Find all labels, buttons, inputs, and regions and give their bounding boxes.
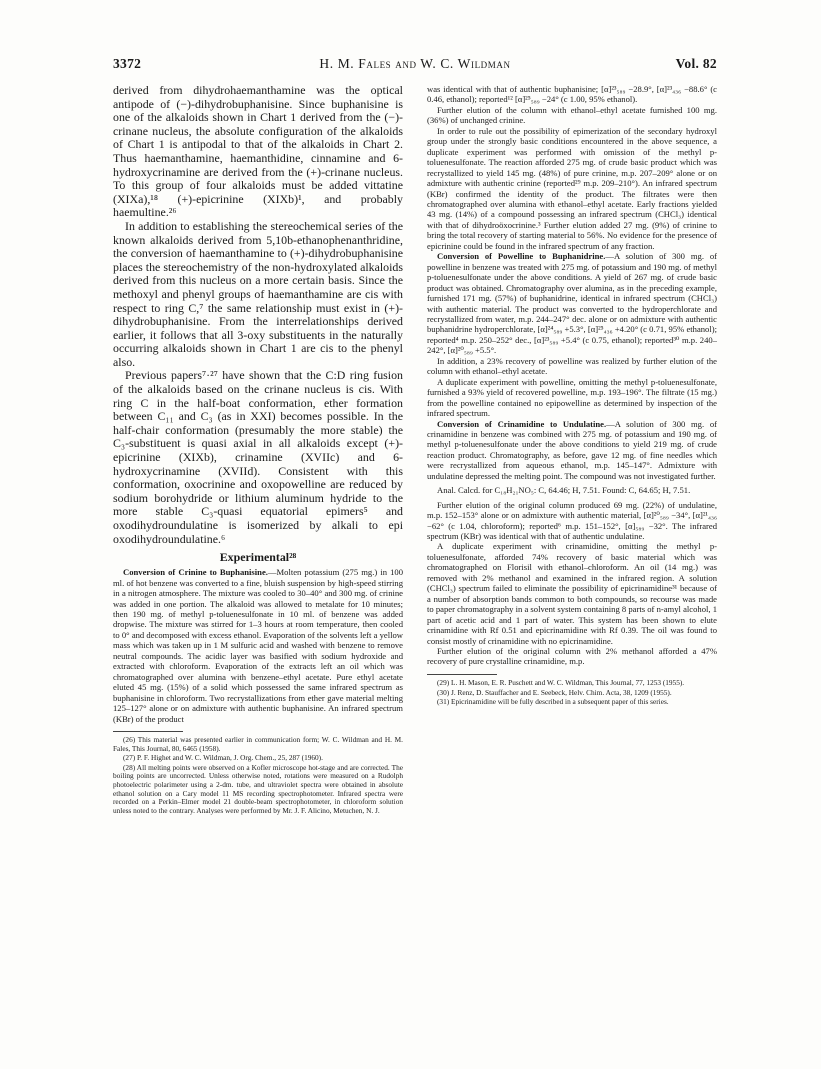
paragraph: In addition, a 23% recovery of powelline was realized by further elution of the column with ethanol–ethyl acetate.	[427, 355, 717, 377]
discussion-text	[113, 84, 403, 546]
paragraph: In order to rule out the possibility of epimerization of the secondary hydroxyl group under the strongly basic conditions encountered in the above sequence, a duplicate experiment was performed with omission of the methyl p-toluenesulfonate. The reaction afforded 275 mg. of crude basic product which was recrystallized to yield 145 mg. (48%) of pure crinine, m.p. 207–209° alone or on admixture with authentic crinine (reported²⁹ m.p. 209–210°). An infrared spectrum (KBr) confirmed the identity of the product. The filtrates were then chromatographed over alumina with ethanol–ethyl acetate. Early fractions yielded 43 mg. (14%) of a compound possessing an infrared spectrum (CHCl₃) identical with that of dihydroöxocrinine.³ Further elution added 27 mg. (9%) of crinine to bring the total recovery of starting material to 56%. No evidence for the presence of epicrinine could be found in the infrared spectrum of any fraction.	[427, 125, 717, 251]
paragraph: was identical with that of authentic buphanisine; [α]²³₅₈₉ −28.9°, [α]²³₄₃₆ −88.6° (c 0.46, ethanol); reported¹² [α]²⁵₅₈₉ −24° (c 1.00, 95% ethanol).	[427, 84, 717, 105]
left-column	[113, 84, 403, 984]
paragraph-text: —Molten potassium (275 mg.) in 100 ml. of hot benzene was converted to a fine, bluish suspension by high-speed stirring in a nitrogen atmosphere. The mixture was cooled to 30–40° and 300 mg. of crinine was added in one portion. The alkaloid was allowed to metalate for 10 minutes; then 190 mg. of methyl p-toluenesulfonate in 10 ml. of benzene was added dropwise. The mixture was stirred for 1–3 hours at room temperature, then cooled to 0° and decomposed with excess ethanol. Evaporation of the solvents left a yellow mass which was taken up in 1 M sulfuric acid and washed with benzene to remove neutral compounds. The acidic layer was basified with sodium hydroxide and extracted with chloroform. Evaporation of the extracts left an oil which was chromatographed over alumina with benzene–ethyl acetate. Pure ethyl acetate eluted 45 mg. (15%) of a solid which possessed the same infrared spectrum as buphanisine in chloroform. Two recrystallizations from ether gave material melting 125–127° alone or on admixture with authentic buphanisine. An infrared spectrum (KBr) of the product	[113, 567, 403, 724]
analysis-line: Anal. Calcd. for C₁₈H₂₁NO₅: C, 64.46; H, 7.51. Found: C, 64.65; H, 7.51.	[437, 485, 691, 496]
paragraph: Further elution of the column with ethanol–ethyl acetate furnished 100 mg. (36%) of unchanged crinine.	[427, 104, 717, 126]
paragraph: A duplicate experiment with crinamidine, omitting the methyl p-toluenesulfonate, afforded 74% recovery of basic material which was chromatographed on Florisil with ethanol–chloroform. An oil (14 mg.) was removed with 2% methanol and examined in the infrared region. A solution (CHCl₃) spectrum failed to eliminate the possibility of epicrinamidine³¹ because of a number of absorption bands common to both compounds, so recourse was made to paper chromatography in a solvent system containing 8 parts of n-amyl alcohol, 1 part of acetic acid and 1 part of water. This system has been shown to elute crinamidine with Rf 0.51 and epicrinamidine with Rf 0.39. The oil was found to consist mostly of crinamidine with no epicrinamidine.	[427, 541, 717, 646]
footnote: (31) Epicrinamidine will be fully described in a subsequent paper of this series.	[437, 697, 669, 707]
footnote-rule	[113, 731, 183, 732]
subsection-heading: Conversion of Crinamidine to Undulatine.	[437, 418, 607, 429]
section-title: Experimental²⁸	[219, 550, 297, 565]
footnotes	[427, 679, 717, 707]
footnote: (29) L. H. Mason, E. R. Puschett and W. C. Wildman, This Journal, 77, 1253 (1955).	[437, 677, 685, 687]
running-title: H. M. Fales and W. C. Wildman	[319, 56, 511, 71]
paragraph: A duplicate experiment with powelline, omitting the methyl p-toluenesulfonate, furnished a 93% yield of recovered powelline, m.p. 193–196°. The filtrate (15 mg.) from the powelline contained no epipowelline as determined by inspection of the infrared spectrum.	[427, 376, 717, 419]
paragraph: Previous papers⁷·²⁷ have shown that the C:D ring fusion of the alkaloids based on the crinane nucleus is cis. With ring C in the half-boat conformation, ether formation between C₁₁ and C₃ (as in XXI) becomes possible. In the half-chair conformation (presumably the more stable) the C₃-substituent is quasi axial in all alkaloids except (+)-epicrinine (XIXb), crinamine (XVIIc) and 6-hydroxycrinamine (XVIId). Consistent with this conformation, oxocrinine and oxopowelline are reduced by sodium borohydride or lithium aluminum hydride to the more stable C₃-quasi equatorial epimers⁵ and oxodihydroundulatine is isomerized by alkali to epi oxodihydroundulatine.⁶	[113, 368, 403, 546]
page-header	[113, 56, 717, 76]
paragraph: In addition to establishing the stereochemical series of the known alkaloids derived from 5,10b-ethanophenanthridine, the conversion of haemanthamine to (+)-dihydrobuphanisine places the stereochemistry of the non-hydroxylated alkaloids derived from this nucleus on a more certain basis. Since the methoxyl and phenyl groups of haemanthamine are cis with respect to ring C,⁷ the same relationship must exist in (+)-dihydrobuphanisine. From the interrelationships derived earlier, it follows that all 3-oxy substituents in the naturally occurring alkaloids shown in Chart 1 are cis to the phenyl also.	[113, 218, 403, 369]
subsection-heading: Conversion of Crinine to Buphanisine.	[123, 567, 268, 578]
paragraph	[113, 567, 403, 724]
paragraph	[427, 251, 717, 356]
paragraph: derived from dihydrohaemanthamine was the optical antipode of (−)-dihydrobuphanisine. Since buphanisine is one of the alkaloids shown in Chart 1 derived from the (−)-crinane nucleus, the absolute configuration of the alkaloids of Chart 1 is antipodal to that of the alkaloids in Chart 2. Thus haemanthamine, haemanthidine, cinnamine and 6-hydroxycrinamine are derived from the (+)-crinane nucleus. To this group of four alkaloids must be added vittatine (XIXa),¹⁸ (+)-epicrinine (XIXb)¹, and probably haemultine.²⁶	[113, 84, 403, 220]
paragraph: Further elution of the original column with 2% methanol afforded a 47% recovery of pure crystalline crinamidine, m.p.	[427, 646, 717, 667]
volume-label: Vol. 82	[675, 56, 717, 71]
experimental-text-continued	[427, 84, 717, 667]
footnote-rule	[427, 674, 497, 675]
footnote: (30) J. Renz, D. Stauffacher and E. Seebeck, Helv. Chim. Acta, 38, 1209 (1955).	[437, 687, 672, 697]
paragraph-text: —A solution of 300 mg. of powelline in benzene was treated with 275 mg. of potassium and 190 mg. of methyl p-toluenesulfonate under the above conditions. A yield of 267 mg. of crude basic product was obtained. Chromatography over alumina, as in the preceding example, furnished 171 mg. (57%) of buphanidrine, identical in infrared spectrum (CHCl₃) with authentic material. The product was converted to the hydroperchlorate and recrystallized from water, m.p. 244–247° dec. alone or on admixture with authentic buphanidrine hydroperchlorate, [α]²⁴₅₈₉ +5.3°, [α]²⁵₄₃₆ +4.20° (c 0.71, 95% ethanol); reported⁴ m.p. 250–252° dec., [α]²³₅₈₉ +5.4° (c 0.75, ethanol); reported³⁰ m.p. 240–242°, [α]²⁰₅₈₉ +5.5°.	[427, 251, 717, 356]
footnotes	[113, 736, 403, 815]
paragraph: Further elution of the original column produced 69 mg. (22%) of undulatine, m.p. 152–153° alone or on admixture with authentic material, [α]²⁰₅₈₉ −34°, [α]²¹₄₃₆ −62° (c 1.04, chloroform); reported⁶ m.p. 151–152°, [α]₅₈₉ −32°. The infrared spectrum (KBr) was identical with that of authentic undulatine.	[427, 499, 717, 542]
page-number: 3372	[113, 56, 142, 71]
paragraph-text: —A solution of 300 mg. of crinamidine in benzene was combined with 275 mg. of potassium and 190 mg. of methyl p-toluenesulfonate under the above conditions to yield 219 mg. of crude reaction product. Chromatography, as before, gave 12 mg. of fine needles which were recrystallized from aqueous ethanol, m.p. 145–147°. Admixture with undulatine depressed the melting point. The compound was not investigated further.	[427, 418, 717, 481]
subsection-heading: Conversion of Powelline to Buphanidrine.	[437, 251, 606, 262]
footnote: (28) All melting points were observed on a Kofler microscope hot-stage and are corrected. The boiling points are uncorrected. Unless otherwise noted, rotations were measured on a Rudolph photoelectric polarimeter using a 2-dm. tube, and ultraviolet spectra were obtained in absolute ethanol solution on a Cary model 11 MS recording spectrophotometer. Infrared spectra were recorded on a Perkin–Elmer model 21 double-beam spectrophotometer, in chloroform solution unless noted to the contrary. Analyses were performed by Mr. J. F. Alicino, Metuchen, N. J.	[113, 762, 403, 815]
experimental-text	[113, 567, 403, 724]
footnote: (26) This material was presented earlier in communication form; W. C. Wildman and H. M. Fales, This Journal, 80, 6465 (1958).	[113, 734, 403, 753]
paragraph	[427, 419, 717, 482]
footnote: (27) P. F. Highet and W. C. Wildman, J. Org. Chem., 25, 287 (1960).	[123, 753, 323, 763]
right-column	[427, 84, 717, 984]
